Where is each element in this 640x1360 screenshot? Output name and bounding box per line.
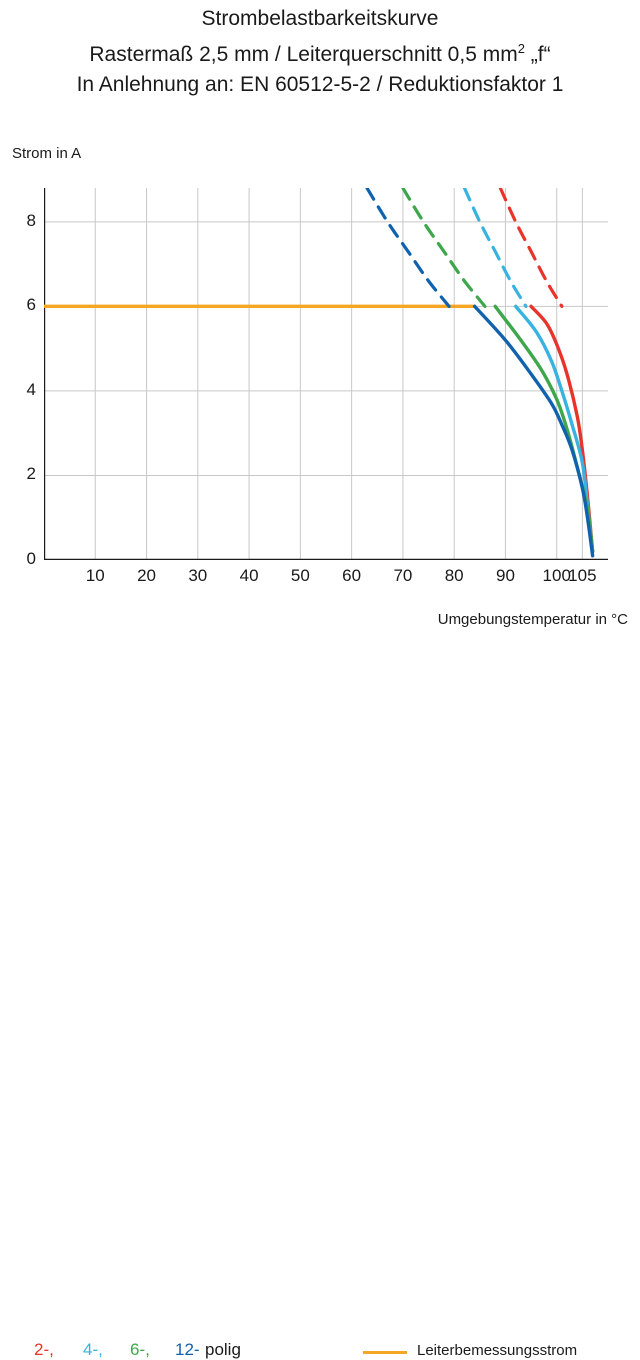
x-tick-label: 10 — [85, 566, 105, 585]
y-tick-label: 0 — [26, 549, 36, 568]
legend-item-4-polig: 4-, — [83, 1340, 103, 1359]
legend-item-12-polig: 12- — [175, 1340, 200, 1359]
x-tick-label: 80 — [444, 566, 464, 585]
legend-item-2-polig: 2-, — [34, 1340, 54, 1359]
y-axis-label: Strom in A — [12, 145, 82, 162]
chart-legend — [0, 668, 640, 1359]
legend-label-rated-current: Leiterbemessungsstrom — [417, 1342, 578, 1359]
x-tick-label: 105 — [568, 566, 597, 585]
chart-canvas — [44, 188, 608, 560]
y-tick-label: 6 — [26, 295, 36, 315]
x-tick-label: 70 — [393, 566, 413, 585]
x-tick-label: 100 — [542, 566, 571, 585]
x-axis-label: Umgebungstemperatur in °C — [437, 611, 628, 628]
x-tick-label: 50 — [290, 566, 310, 585]
title-line-1: Strombelastbarkeitskurve — [201, 7, 439, 30]
x-tick-label: 60 — [342, 566, 362, 585]
title-line-2-main: Rastermaß 2,5 mm / Leiterquerschnitt 0,5 mm — [89, 43, 518, 66]
legend-label-polig: polig — [205, 1340, 241, 1359]
x-tick-label: 90 — [495, 566, 515, 585]
x-tick-label: 20 — [137, 566, 156, 585]
title-line-3: In Anlehnung an: EN 60512-5-2 / Reduktionsfaktor 1 — [76, 73, 564, 96]
chart-title-block — [0, 4, 640, 100]
title-line-2-suffix: „f“ — [524, 43, 551, 66]
y-tick-label: 8 — [26, 210, 36, 230]
x-tick-label: 40 — [239, 566, 259, 585]
legend-swatch-rated-current — [363, 1351, 407, 1354]
y-tick-label: 4 — [26, 379, 36, 399]
chart-plot-area — [26, 188, 608, 585]
title-line-2 — [0, 34, 640, 70]
x-tick-label: 30 — [188, 566, 208, 585]
legend-item-6-polig: 6-, — [130, 1340, 150, 1359]
y-tick-label: 2 — [26, 464, 36, 484]
title-line-2-superscript: 2 — [517, 41, 525, 56]
